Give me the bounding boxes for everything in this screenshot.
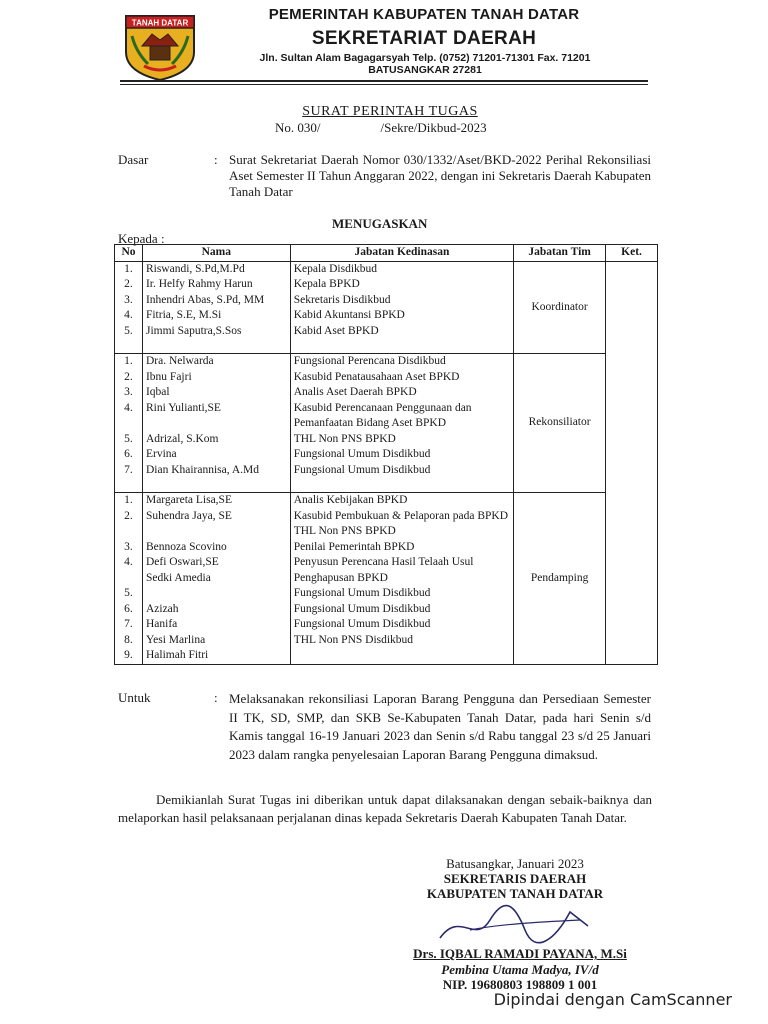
untuk-label: Untuk bbox=[118, 690, 151, 705]
letterhead-divider-thin bbox=[120, 84, 648, 85]
camscanner-watermark: Dipindai dengan CamScanner bbox=[493, 990, 732, 1009]
dasar-colon: : bbox=[214, 152, 218, 167]
signature-office-line2: KABUPATEN TANAH DATAR bbox=[426, 886, 604, 901]
table-row-rekonsiliator bbox=[115, 354, 658, 493]
untuk-colon: : bbox=[214, 690, 218, 705]
header-no: No bbox=[115, 245, 143, 262]
cell-team-role: Rekonsiliator bbox=[514, 354, 606, 493]
cell-team-role: Pendamping bbox=[514, 493, 606, 665]
document-number-suffix: /Sekre/Dikbud-2023 bbox=[380, 120, 487, 135]
assignment-table bbox=[114, 244, 658, 665]
signature-office-line1: SEKRETARIS DAERAH bbox=[443, 871, 587, 886]
regency-seal-logo bbox=[122, 12, 198, 82]
table-header-row bbox=[115, 245, 658, 262]
signatory-name: Drs. IQBAL RAMADI PAYANA, M.Si bbox=[413, 946, 627, 961]
dasar-label: Dasar bbox=[118, 152, 149, 167]
header-jabatan-tim: Jabatan Tim bbox=[514, 245, 606, 262]
cell-team-role: Koordinator bbox=[514, 261, 606, 354]
cell-ket bbox=[606, 261, 658, 664]
kepada-label: Kepada : bbox=[118, 231, 165, 246]
cell-no-list: 1. 2. 3. 4. 5. 6. 7. 8. 9. bbox=[115, 493, 143, 665]
svg-text:TANAH DATAR: TANAH DATAR bbox=[131, 18, 189, 28]
cell-nama-list: Dra. Nelwarda Ibnu Fajri Iqbal Rini Yulianti,SE Adrizal, S.Kom Ervina Dian Khairannisa, A.Md bbox=[142, 354, 290, 493]
signatory-rank: Pembina Utama Madya, IV/d bbox=[441, 962, 599, 977]
signature-place-date: Batusangkar, Januari 2023 bbox=[446, 856, 584, 871]
letterhead-government-name: PEMERINTAH KABUPATEN TANAH DATAR bbox=[268, 6, 580, 23]
cell-no-list: 1. 2. 3. 4. 5. 6. 7. bbox=[115, 354, 143, 493]
closing-paragraph: Demikianlah Surat Tugas ini diberikan untuk dapat dilaksanakan dengan sebaik-baiknya dan melaporkan hasil pelaksanaan perjalanan dinas kepada Sekretaris Daerah Kabupaten Tanah Datar. bbox=[118, 792, 652, 825]
document-number bbox=[275, 120, 515, 136]
untuk-text: Melaksanakan rekonsiliasi Laporan Barang Pengguna dan Persediaan Semester II TK, SD, SMP, dan SKB Se-Kabupaten Tanah Datar, pada hari Senin s/d Kamis tanggal 16-19 Januari 2023 dan Senin s/d Rabu tanggal 23 s/d 25 Januari 2023 dalam rangka penyelesaian Laporan Barang Pengguna dimaksud. bbox=[229, 691, 651, 762]
cell-jabatan-list: Fungsional Perencana Disdikbud Kasubid Penatausahaan Aset BPKD Analis Aset Daerah BPKD Kasubid Perencanaan Penggunaan dan Pemanfaatan Bidang Aset BPKD THL Non PNS BPKD Fungsional Umum Disdikbud Fungsional Umum Disdikbud bbox=[290, 354, 513, 493]
document-title: SURAT PERINTAH TUGAS bbox=[302, 104, 478, 119]
cell-nama-list: Riswandi, S.Pd,M.Pd Ir. Helfy Rahmy Harun Inhendri Abas, S.Pd, MM Fitria, S.E, M.Si Jimmi Saputra,S.Sos bbox=[142, 261, 290, 354]
signatory-nip: NIP. 19680803 198809 1 001 bbox=[442, 977, 598, 992]
menugaskan-heading: MENUGASKAN bbox=[332, 216, 428, 231]
letterhead-city: BATUSANGKAR 27281 bbox=[368, 64, 482, 76]
table-row-koordinator bbox=[115, 261, 658, 354]
cell-jabatan-list: Kepala Disdikbud Kepala BPKD Sekretaris Disdikbud Kabid Akuntansi BPKD Kabid Aset BPKD bbox=[290, 261, 513, 354]
dasar-text: Surat Sekretariat Daerah Nomor 030/1332/Aset/BKD-2022 Perihal Rekonsiliasi Aset Semester II Tahun Anggaran 2022, dengan ini Sekretaris Daerah Kabupaten Tanah Datar bbox=[229, 152, 651, 199]
letterhead-address: Jln. Sultan Alam Bagagarsyah Telp. (0752) 71201-71301 Fax. 71201 bbox=[259, 52, 591, 64]
cell-nama-list: Margareta Lisa,SE Suhendra Jaya, SE Bennoza Scovino Defi Oswari,SE Sedki Amedia Azizah Hanifa Yesi Marlina Halimah Fitri bbox=[142, 493, 290, 665]
document-number-prefix: No. 030/ bbox=[275, 120, 321, 135]
cell-jabatan-list: Analis Kebijakan BPKD Kasubid Pembukuan & Pelaporan pada BPKD THL Non PNS BPKD Penilai Pemerintah BPKD Penyusun Perencana Hasil Telaah Usul Penghapusan BPKD Fungsional Umum Disdikbud Fungsional Umum Disdikbud Fungsional Umum Disdikbud THL Non PNS Disdikbud bbox=[290, 493, 513, 665]
header-ket: Ket. bbox=[606, 245, 658, 262]
header-nama: Nama bbox=[142, 245, 290, 262]
table-row-pendamping bbox=[115, 493, 658, 665]
cell-no-list: 1. 2. 3. 4. 5. bbox=[115, 261, 143, 354]
handwritten-signature bbox=[430, 900, 600, 950]
letterhead-divider-thick bbox=[120, 80, 648, 82]
letterhead-office-name: SEKRETARIAT DAERAH bbox=[311, 28, 537, 49]
header-jabatan-kedinasan: Jabatan Kedinasan bbox=[290, 245, 513, 262]
